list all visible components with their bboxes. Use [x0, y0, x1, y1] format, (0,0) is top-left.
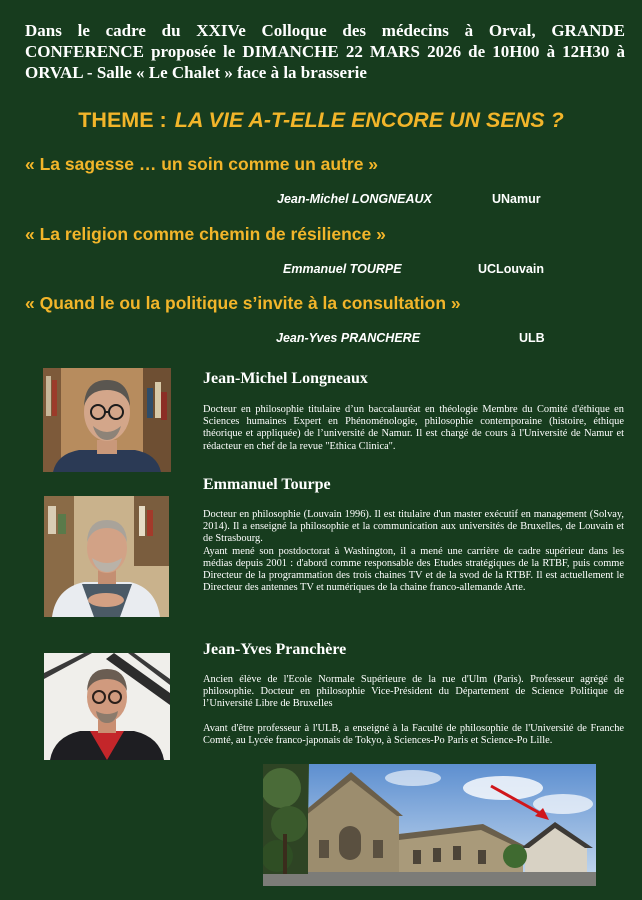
bio-paragraph: Docteur en philosophie (Louvain 1996). Il est titulaire d'un master exécutif en management (Solvay, 2014). Il a enseigné la philosophie et la communication aux universités de Bruxelles, de Louvain et de Strasbourg.	[203, 509, 624, 545]
talk-title: « Quand le ou la politique s’invite à la consultation »	[25, 293, 461, 313]
bio-paragraph: Ayant mené son postdoctorat à Washington, il a mené une carrière de cadre supérieur dans les médias depuis 2001 : d'abord comme responsable des Etudes stratégiques de la RTBF, puis comme Directeur de la programmation des trois chaines TV et de la svod de la RTBF. Il est actuellement le Directeur des antennes TV et numériques de la chaine franco-allemande Arte.	[203, 545, 624, 594]
talk-title: « La religion comme chemin de résilience »	[25, 224, 386, 244]
talk-institution: UCLouvain	[478, 262, 544, 276]
speaker-photo-pranchere	[44, 653, 170, 760]
bio-paragraph: Avant d'être professeur à l'ULB, a enseigné à la Faculté de philosophie de l'Université de Franche Comté, au Lycée franco-japonais de Tokyo, à Sciences-Po Paris et Science-Po Lille.	[203, 722, 624, 746]
theme-heading	[0, 108, 642, 133]
bio-name: Emmanuel Tourpe	[203, 476, 331, 493]
talk-institution: UNamur	[492, 192, 541, 206]
talk-speaker: Jean-Yves PRANCHERE	[276, 331, 421, 345]
talk-title: « La sagesse … un soin comme un autre »	[25, 154, 379, 174]
intro-paragraph: Dans le cadre du XXIVe Colloque des médecins à Orval, GRANDE CONFERENCE proposée le DIMANCHE 22 MARS 2026 de 10H00 à 12H30 à ORVAL - Salle « Le Chalet » face à la brasserie	[25, 21, 625, 82]
talk-institution: ULB	[519, 331, 545, 345]
bio-name: Jean-Michel Longneaux	[203, 370, 368, 387]
bio-text	[203, 404, 624, 453]
tree-decoration	[263, 764, 308, 874]
speaker-photo-longneaux	[43, 368, 171, 472]
talk-speaker: Emmanuel TOURPE	[283, 262, 402, 276]
theme-value: LA VIE A-T-ELLE ENCORE UN SENS ?	[174, 108, 564, 132]
bio-paragraph: Docteur en philosophie titulaire d’un baccalauréat en théologie Membre du Comité d'éthique en Sciences humaines Expert en Phénoménologie, philosophie contemporaine (histoire, éthique théorique et appliquée) de l’université de Namur. Il est chargé de cours à l'Université de Namur et rédacteur en chef de la revue "Ethica Clinica".	[203, 404, 624, 452]
bio-paragraph: Ancien élève de l'Ecole Normale Supérieure de la rue d'Ulm (Paris). Professeur agrégé de philosophie. Docteur en philosophie Vice-Président du Département de Science Politique de l’Université Libre de Bruxelles	[203, 674, 624, 710]
bio-text	[203, 509, 624, 594]
bio-text	[203, 674, 624, 747]
orval-abbey-photo	[263, 764, 596, 886]
speaker-photo-tourpe	[44, 496, 169, 617]
theme-label: THEME :	[78, 108, 167, 132]
talk-speaker: Jean-Michel LONGNEAUX	[277, 192, 432, 206]
bio-name: Jean-Yves Pranchère	[203, 641, 347, 658]
